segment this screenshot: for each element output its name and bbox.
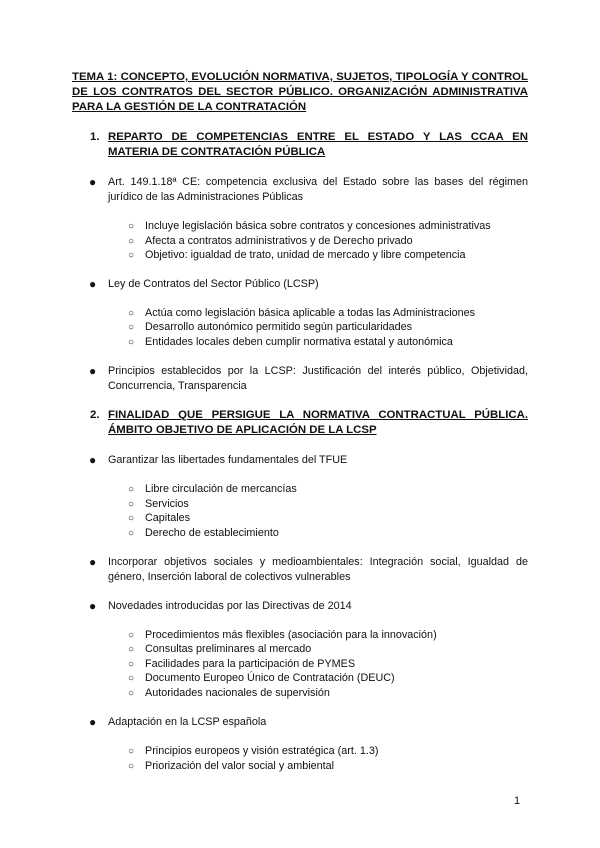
- list-item-text: Adaptación en la LCSP española: [108, 716, 267, 728]
- sub-list-item-text: Objetivo: igualdad de trato, unidad de mercado y libre competencia: [145, 249, 466, 261]
- sub-list-item: [128, 306, 528, 321]
- sub-list-item-text: Desarrollo autonómico permitido según particularidades: [145, 321, 413, 333]
- sub-list-item: [128, 482, 528, 497]
- list-item: [89, 715, 528, 730]
- sub-list-item: [128, 642, 528, 657]
- list-item-text: Incorporar objetivos sociales y medioambientales: Integración social, Igualdad de género, Inserción laboral de colectivos vulnerables: [108, 556, 528, 583]
- section-heading-2: [90, 408, 528, 438]
- sub-list-item: [128, 686, 528, 701]
- circle-bullet-icon: ○: [128, 322, 135, 333]
- list-item: [89, 175, 528, 205]
- sub-list-item: [128, 628, 528, 643]
- sub-list-item: [128, 219, 528, 234]
- circle-bullet-icon: ○: [128, 644, 135, 655]
- circle-bullet-icon: ○: [128, 746, 135, 757]
- sub-list-item-text: Autoridades nacionales de supervisión: [145, 687, 330, 699]
- list-item: [89, 277, 528, 292]
- list-item-text: Novedades introducidas por las Directivas de 2014: [108, 600, 352, 612]
- sub-list-item-text: Consultas preliminares al mercado: [145, 643, 312, 655]
- bullet-icon: ●: [89, 175, 97, 189]
- circle-bullet-icon: ○: [128, 659, 135, 670]
- circle-bullet-icon: ○: [128, 236, 135, 247]
- list-item: [89, 599, 528, 614]
- list-item: [89, 364, 528, 394]
- sub-list-item-text: Documento Europeo Único de Contratación (DEUC): [145, 672, 395, 684]
- section-title: REPARTO DE COMPETENCIAS ENTRE EL ESTADO Y LAS CCAA EN MATERIA DE CONTRATACIÓN PÚBLICA: [108, 131, 528, 158]
- sub-list-item-text: Derecho de establecimiento: [145, 527, 279, 539]
- bullet-icon: ●: [89, 453, 97, 467]
- sub-list-item: [128, 248, 528, 263]
- sub-list-item-text: Facilidades para la participación de PYMES: [145, 658, 356, 670]
- bullet-icon: ●: [89, 364, 97, 378]
- circle-bullet-icon: ○: [128, 688, 135, 699]
- sub-list-item: [128, 657, 528, 672]
- sub-list-item: [128, 744, 528, 759]
- bullet-icon: ●: [89, 555, 97, 569]
- sub-list-item: [128, 759, 528, 774]
- list-item-text: Garantizar las libertades fundamentales del TFUE: [108, 454, 348, 466]
- list-item-text: Art. 149.1.18ª CE: competencia exclusiva del Estado sobre las bases del régimen jurídico de las Administraciones Públicas: [108, 176, 528, 203]
- circle-bullet-icon: ○: [128, 484, 135, 495]
- list-item: [89, 555, 528, 585]
- list-item-text: Principios establecidos por la LCSP: Justificación del interés público, Objetividad, Concurrencia, Transparencia: [108, 365, 528, 392]
- circle-bullet-icon: ○: [128, 499, 135, 510]
- circle-bullet-icon: ○: [128, 308, 135, 319]
- sub-list-item-text: Priorización del valor social y ambiental: [145, 760, 335, 772]
- list-item: [89, 453, 528, 468]
- sub-list-item-text: Capitales: [145, 512, 191, 524]
- circle-bullet-icon: ○: [128, 250, 135, 261]
- sub-list-item-text: Procedimientos más flexibles (asociación para la innovación): [145, 629, 437, 641]
- sub-list-item: [128, 497, 528, 512]
- sub-list-item-text: Entidades locales deben cumplir normativa estatal y autonómica: [145, 336, 453, 348]
- sub-list-item-text: Principios europeos y visión estratégica (art. 1.3): [145, 745, 379, 757]
- sub-list-item-text: Servicios: [145, 498, 189, 510]
- section-title: FINALIDAD QUE PERSIGUE LA NORMATIVA CONTRACTUAL PÚBLICA. ÁMBITO OBJETIVO DE APLICACIÓN DE LA LCSP: [108, 409, 528, 436]
- sub-list-item: [128, 511, 528, 526]
- page-number: 1: [514, 795, 521, 807]
- sub-list-item: [128, 526, 528, 541]
- sub-list-item-text: Libre circulación de mercancías: [145, 483, 297, 495]
- circle-bullet-icon: ○: [128, 337, 135, 348]
- section-heading-1: [90, 130, 528, 160]
- sub-list-item: [128, 234, 528, 249]
- sub-list-item-text: Incluye legislación básica sobre contratos y concesiones administrativas: [145, 220, 491, 232]
- sub-list-item: [128, 335, 528, 350]
- circle-bullet-icon: ○: [128, 673, 135, 684]
- bullet-icon: ●: [89, 715, 97, 729]
- section-number: 2.: [90, 409, 100, 421]
- section-number: 1.: [90, 131, 100, 143]
- circle-bullet-icon: ○: [128, 761, 135, 772]
- sub-list-item-text: Actúa como legislación básica aplicable a todas las Administraciones: [145, 307, 476, 319]
- sub-list-item: [128, 671, 528, 686]
- circle-bullet-icon: ○: [128, 528, 135, 539]
- sub-list-item-text: Afecta a contratos administrativos y de Derecho privado: [145, 235, 413, 247]
- bullet-icon: ●: [89, 599, 97, 613]
- document-title: TEMA 1: CONCEPTO, EVOLUCIÓN NORMATIVA, SUJETOS, TIPOLOGÍA Y CONTROL DE LOS CONTRATOS DEL SECTOR PÚBLICO. ORGANIZACIÓN ADMINISTRATIVA PARA LA GESTIÓN DE LA CONTRATACIÓN: [72, 71, 528, 113]
- circle-bullet-icon: ○: [128, 630, 135, 641]
- bullet-icon: ●: [89, 277, 97, 291]
- sub-list-item: [128, 320, 528, 335]
- circle-bullet-icon: ○: [128, 513, 135, 524]
- circle-bullet-icon: ○: [128, 221, 135, 232]
- list-item-text: Ley de Contratos del Sector Público (LCSP): [108, 278, 319, 290]
